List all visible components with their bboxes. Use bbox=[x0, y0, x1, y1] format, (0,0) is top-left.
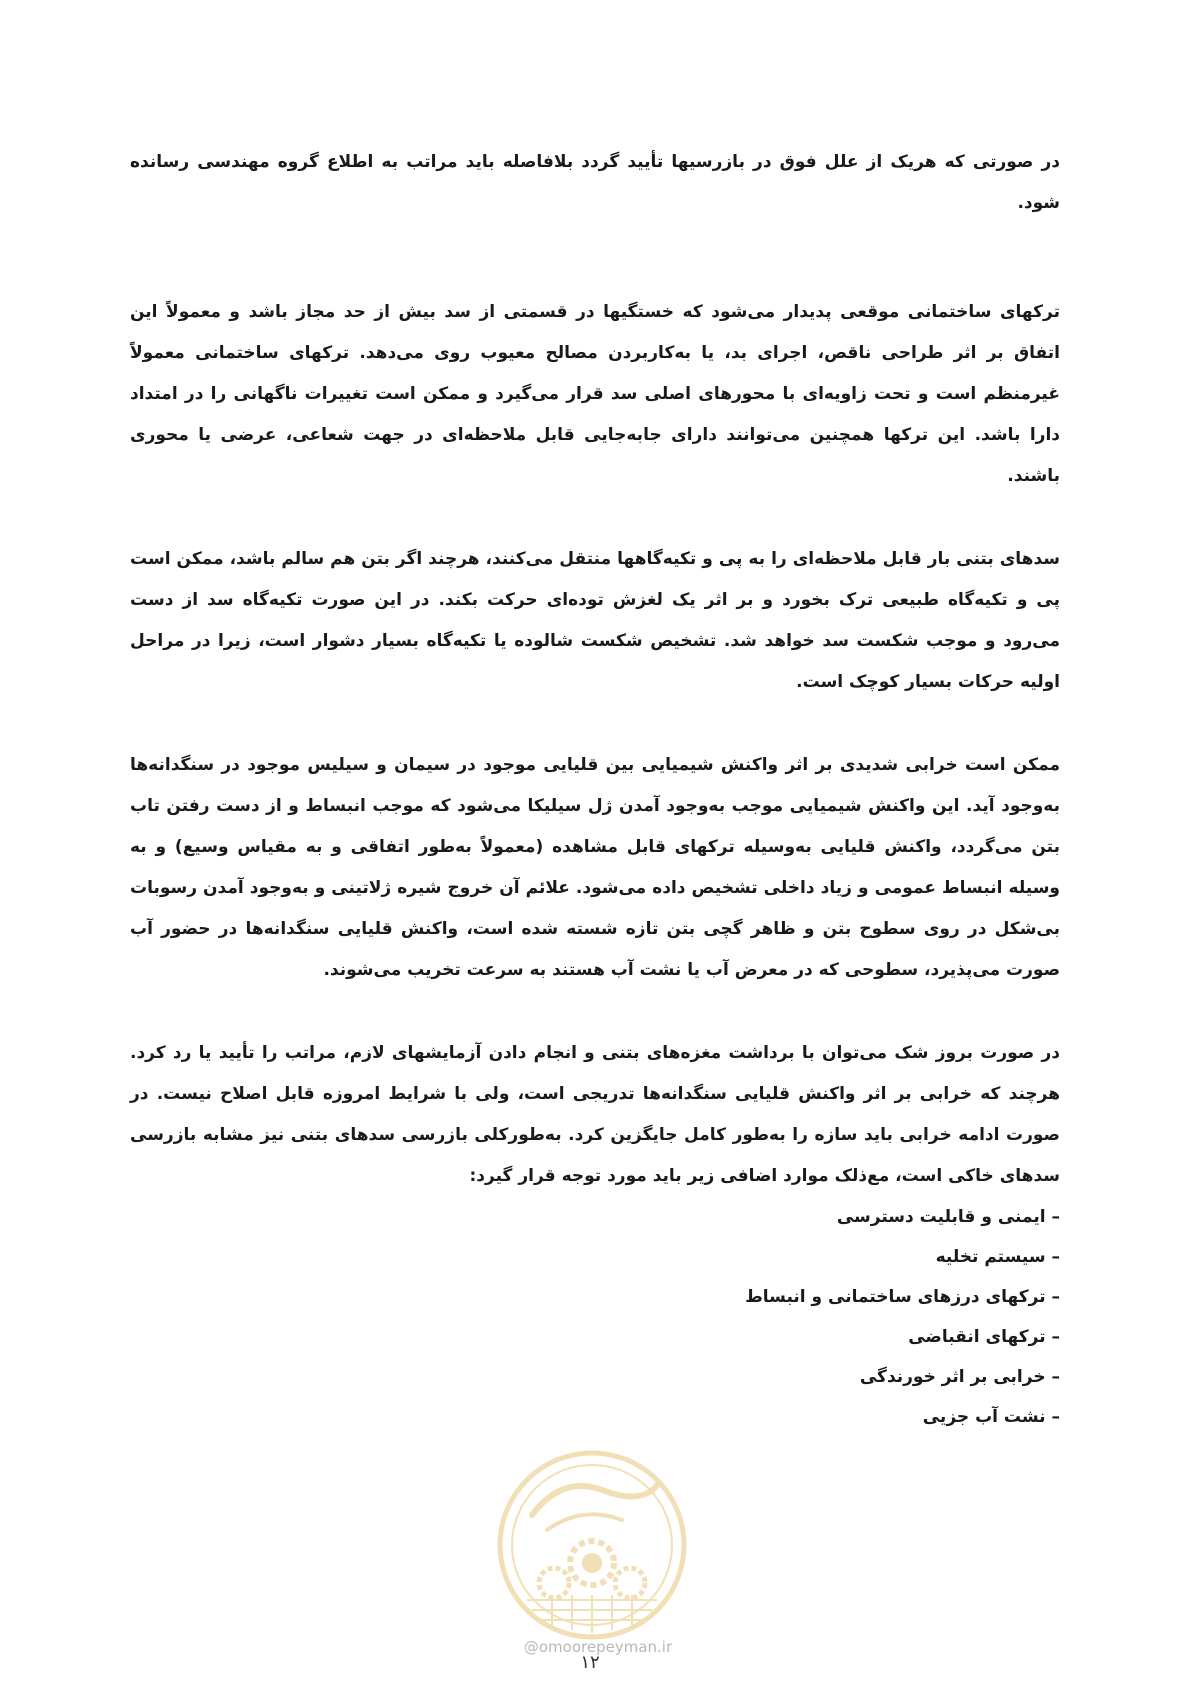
paragraph-3: سدهای بتنی بار قابل ملاحظه‌ای را به پی و تکیه‌گاهها منتقل می‌کنند، هرچند اگر بتن هم سالم باشد، ممکن است پی و تکیه‌گاه طبیعی ترک بخورد و بر اثر یک لغزش توده‌ای حرکت بکند. در این صورت تکیه‌گاه سد از دست می‌رود و موجب شکست سد خواهد شد. تشخیص شکست شالوده یا تکیه‌گاه بسیار دشوار است، زیرا در مراحل اولیه حرکات بسیار کوچک است. bbox=[130, 549, 1060, 692]
page-body bbox=[130, 142, 1060, 1437]
paragraph-5: در صورت بروز شک می‌توان با برداشت مغزه‌های بتنی و انجام دادن آزمایشهای لازم، مراتب را تأیید یا رد کرد. هرچند که خرابی بر اثر واکنش قلیایی سنگدانه‌ها تدریجی است، ولی با شرایط امروزه قابل اصلاح نیست. در صورت ادامه خرابی باید سازه را به‌طور کامل جایگزین کرد. به‌طورکلی بازرسی سدهای بتنی نیز مشابه بازرسی سدهای خاکی است، مع‌ذلک موارد اضافی زیر باید مورد توجه قرار گیرد: bbox=[130, 1043, 1060, 1186]
list-item: – خرابی بر اثر خورندگی bbox=[859, 1367, 1060, 1387]
list-item: – نشت آب جزیی bbox=[922, 1407, 1060, 1427]
paragraph-2: ترکهای ساختمانی موقعی پدیدار می‌شود که خستگیها در قسمتی از سد بیش از حد مجاز باشد و معمولاً این اتفاق بر اثر طراحی ناقص، اجرای بد، یا به‌کاربردن مصالح معیوب روی می‌دهد. ترکهای ساختمانی معمولاً غیرمنظم است و تحت زاویه‌ای با محورهای اصلی سد قرار می‌گیرد و ممکن است تغییرات ناگهانی را در امتداد دارا باشد. این ترکها همچنین می‌توانند دارای جابه‌جایی قابل ملاحظه‌ای در جهت شعاعی، عرضی یا محوری باشند. bbox=[130, 302, 1060, 486]
list-item: – ترکهای انقباضی bbox=[908, 1327, 1060, 1347]
list-item: – ترکهای درزهای ساختمانی و انبساط bbox=[745, 1287, 1060, 1307]
paragraph-4: ممکن است خرابی شدیدی بر اثر واکنش شیمیایی بین قلیایی موجود در سیمان و سیلیس موجود در سنگدانه‌ها به‌وجود آید. این واکنش شیمیایی موجب به‌وجود آمدن ژل سیلیکا می‌شود که موجب انبساط و از دست رفتن تاب بتن می‌گردد، واکنش قلیایی به‌وسیله ترکهای قابل مشاهده (معمولاً به‌طور اتفاقی و به مقیاس وسیع) و به وسیله انبساط عمومی و زیاد داخلی تشخیص داده می‌شود. علائم آن خروج شیره ژلاتینی و به‌وجود آمدن رسوبات بی‌شکل در روی سطوح بتن و ظاهر گچی بتن تازه شسته شده است، واکنش قلیایی سنگدانه‌ها در حضور آب صورت می‌پذیرد، سطوحی که در معرض آب یا نشت آب هستند به سرعت تخریب می‌شوند. bbox=[130, 755, 1060, 980]
watermark-url: @omoorepeyman.ir bbox=[523, 1638, 673, 1656]
list-item: – سیستم تخلیه bbox=[935, 1247, 1060, 1267]
list-item: – ایمنی و قابلیت دسترسی bbox=[836, 1207, 1060, 1227]
inspection-list bbox=[130, 1197, 1060, 1437]
page-number: ۱۲ bbox=[580, 1652, 600, 1673]
watermark-logo bbox=[492, 1445, 692, 1645]
paragraph-1: در صورتی که هریک از علل فوق در بازرسیها تأیید گردد بلافاصله باید مراتب به اطلاع گروه مهندسی رسانده شود. bbox=[130, 152, 1060, 213]
